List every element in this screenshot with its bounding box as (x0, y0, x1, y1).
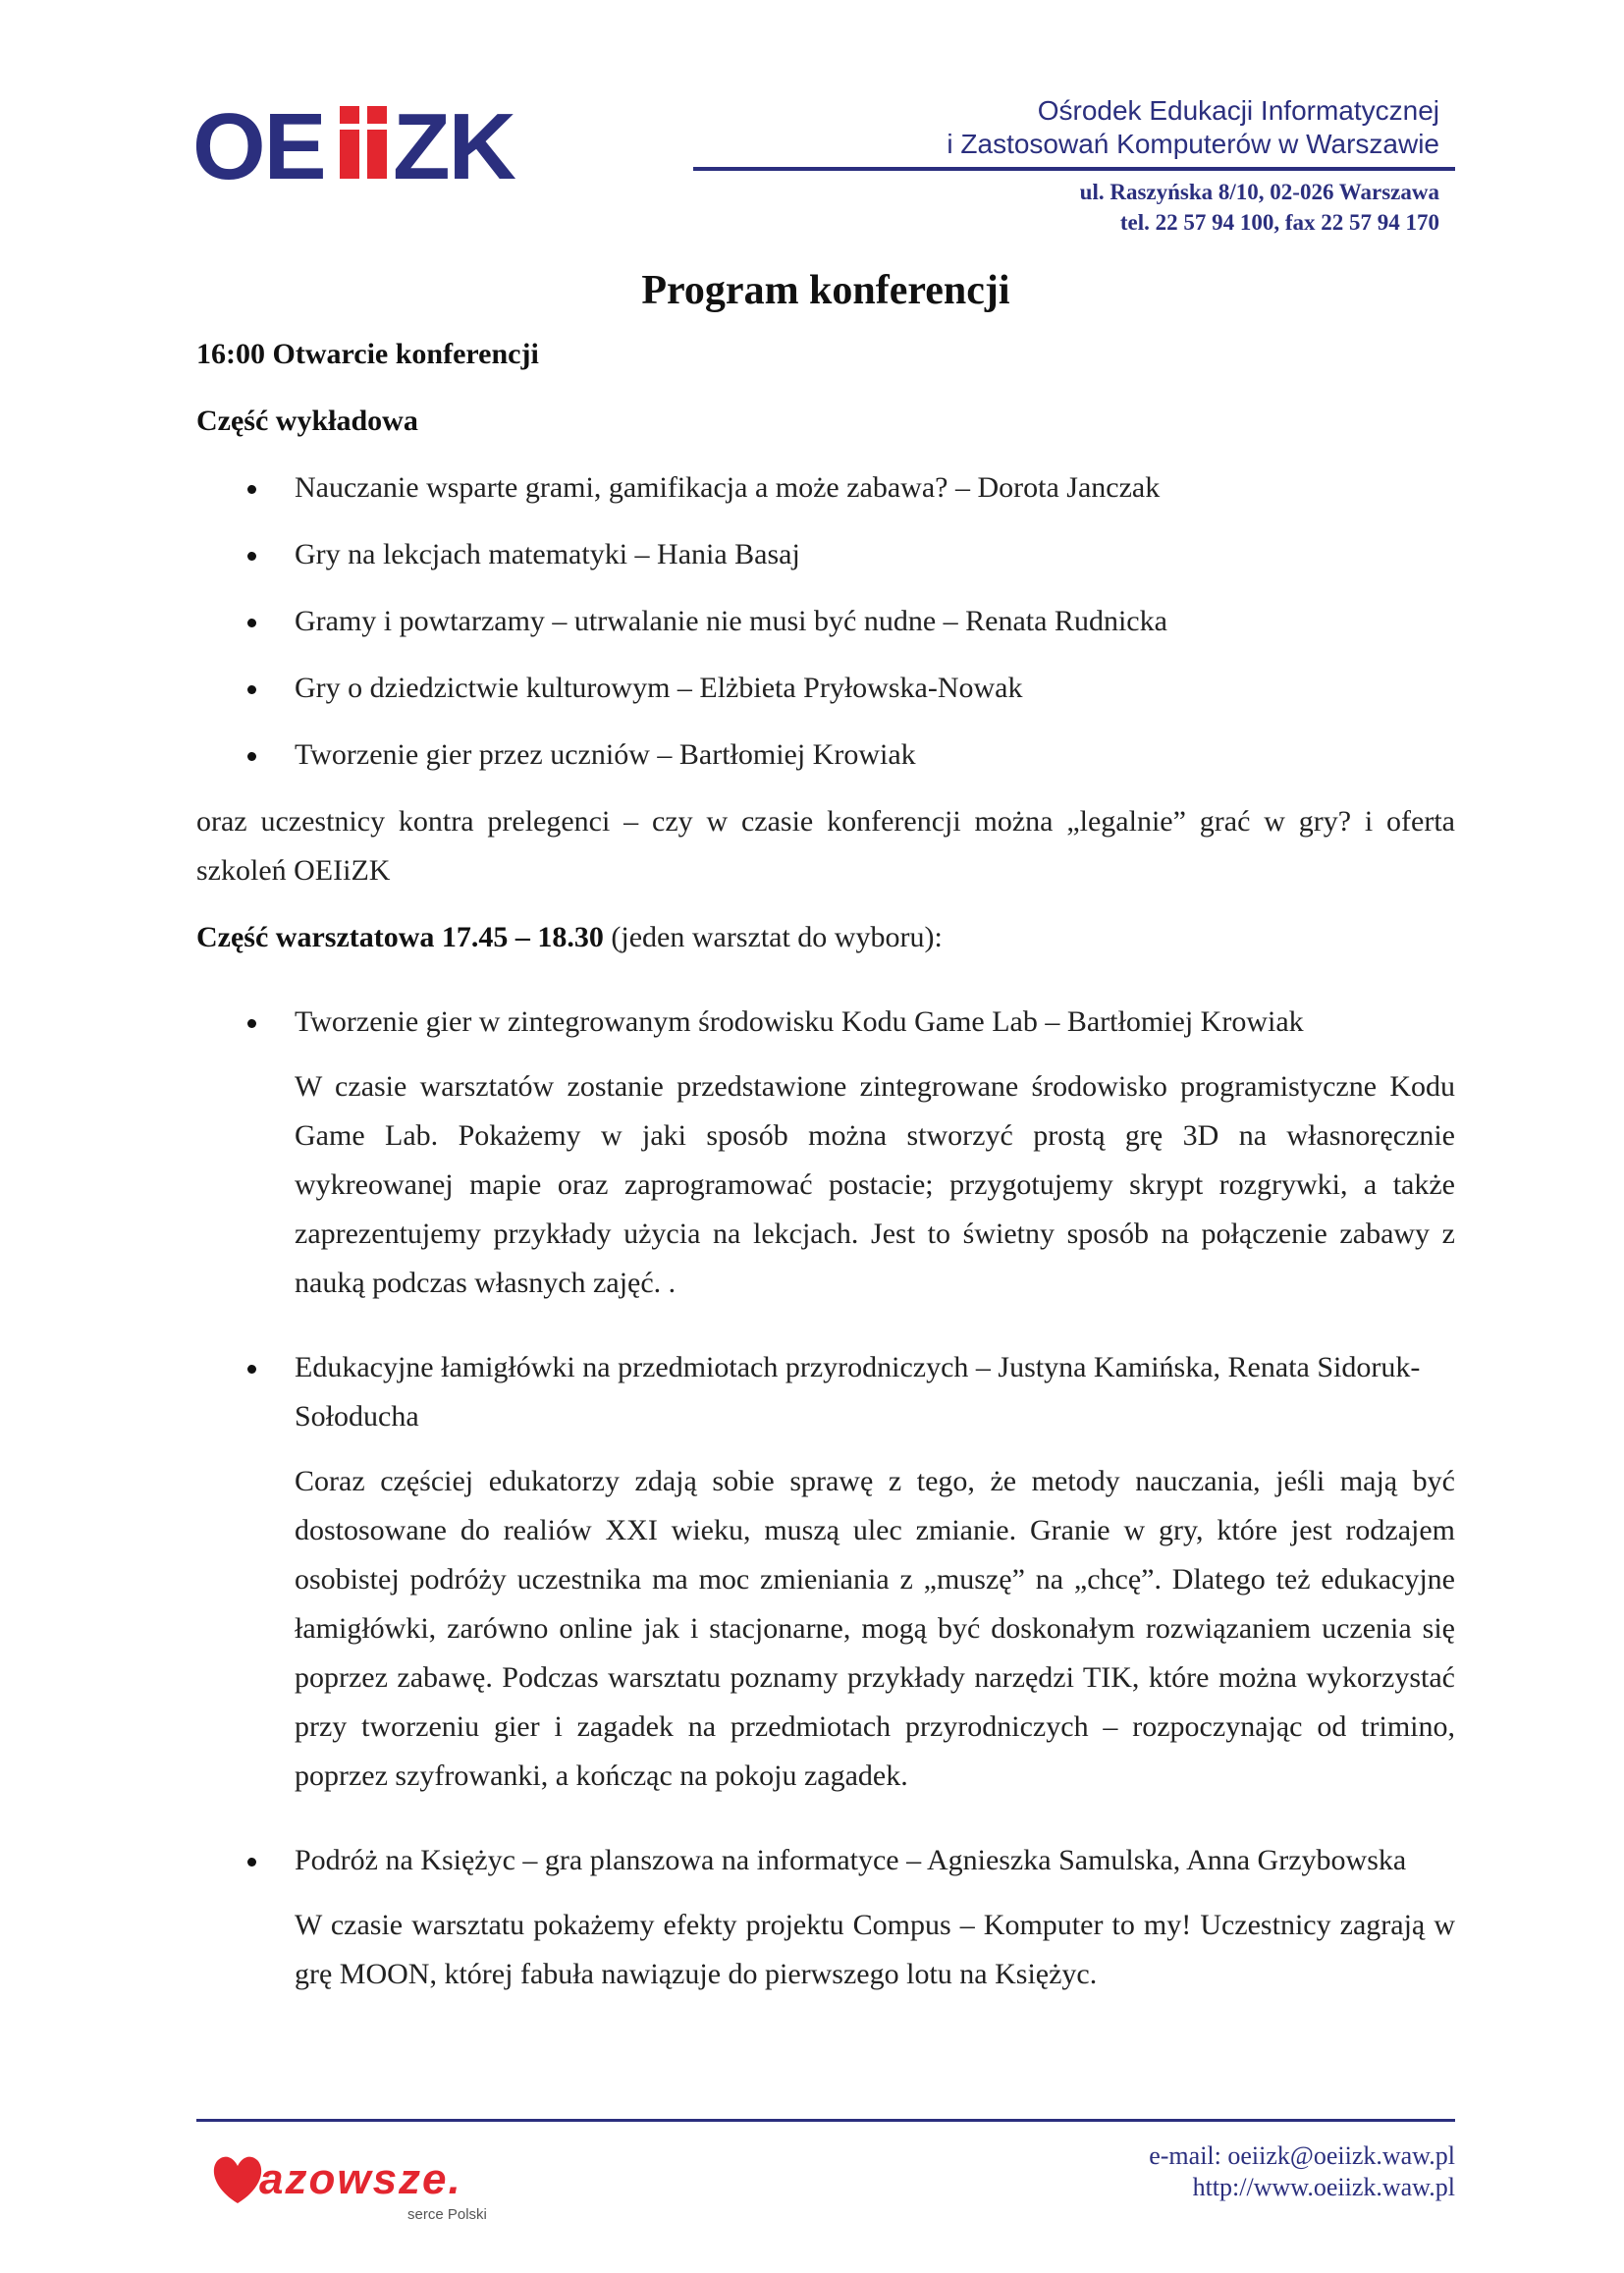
bullet-icon (247, 485, 256, 494)
footer-email[interactable]: e-mail: oeiizk@oeiizk.waw.pl (1149, 2141, 1455, 2170)
bullet-icon (247, 619, 256, 627)
footer-web[interactable]: http://www.oeiizk.waw.pl (1192, 2173, 1455, 2201)
list-item: Tworzenie gier przez uczniów – Bartłomiej Krowiak (196, 731, 1455, 780)
bullet-icon (247, 752, 256, 761)
page-title: Program konferencji (641, 268, 1010, 313)
org-phone: tel. 22 57 94 100, fax 22 57 94 170 (1119, 210, 1439, 235)
org-name-line2: i Zastosowań Komputerów w Warszawie (947, 129, 1439, 159)
workshop-title: Podróż na Księżyc – gra planszowa na informatyce – Agnieszka Samulska, Anna Grzybowska (196, 1836, 1455, 1885)
workshop-title: Tworzenie gier w zintegrowanym środowisku Kodu Game Lab – Bartłomiej Krowiak (196, 998, 1455, 1047)
bullet-icon (247, 1019, 256, 1028)
opening-line: 16:00 Otwarcie konferencji (196, 338, 539, 370)
oeiizk-logo (192, 98, 526, 189)
organization-name (947, 94, 1439, 161)
workshop-description: Coraz częściej edukatorzy zdają sobie sprawę z tego, że metody nauczania, jeśli mają być dostosowane do realiów XXI wieku, muszą ulec zmianie. Granie w gry, które jest rodzajem osobistej podróży uczestnika ma moc zmieniania z „muszę” na „chcę”. Dlatego też edukacyjne łamigłówki, zarówno online jak i stacjonarne, mogą być doskonałym rozwiązaniem uczenia się poprzez zabawę. Podczas warsztatu poznamy przykłady narzędzi TIK, które można wykorzystać przy tworzeniu gier i zagadek na przedmiotach przyrodniczych – rozpoczynając od trimino, poprzez szyfrowanki, a kończąc na pokoju zagadek. (295, 1465, 1455, 1792)
svg-text:OE: OE (192, 98, 325, 189)
list-item: Gry o dziedzictwie kulturowym – Elżbieta Pryłowska-Nowak (196, 664, 1455, 713)
bullet-icon (247, 685, 256, 694)
bullet-icon (247, 1858, 256, 1867)
main-content (196, 259, 1455, 1999)
org-name-line1: Ośrodek Edukacji Informatycznej (1037, 95, 1439, 126)
lectures-list (196, 463, 1455, 780)
footer-contact (1149, 2140, 1455, 2203)
list-item: Gramy i powtarzamy – utrwalanie nie musi być nudne – Renata Rudnicka (196, 597, 1455, 646)
lectures-heading: Część wykładowa (196, 405, 418, 437)
workshops-heading: Część warsztatowa 17.45 – 18.30 (jeden warsztat do wyboru): (196, 921, 943, 953)
org-address: ul. Raszyńska 8/10, 02-026 Warszawa (1079, 180, 1439, 204)
workshop-description: W czasie warsztatu pokażemy efekty projektu Compus – Komputer to my! Uczestnicy zagrają w grę MOON, której fabuła nawiązuje do pierwszego lotu na Księżyc. (295, 1909, 1455, 1990)
svg-text:azowsze.: azowsze. (259, 2155, 462, 2203)
bullet-icon (247, 1365, 256, 1374)
lectures-extra: oraz uczestnicy kontra prelegenci – czy w czasie konferencji można „legalnie” grać w gry? i oferta szkoleń OEIiZK (196, 805, 1455, 887)
list-item: Nauczanie wsparte grami, gamifikacja a może zabawa? – Dorota Janczak (196, 463, 1455, 513)
svg-text:ZK: ZK (393, 98, 514, 189)
mazowsze-tagline: serce Polski (407, 2206, 487, 2223)
workshop-title: Edukacyjne łamigłówki na przedmiotach przyrodniczych – Justyna Kamińska, Renata Sidoruk-Sołoducha (196, 1343, 1455, 1441)
workshop-description: W czasie warsztatów zostanie przedstawione zintegrowane środowisko programistyczne Kodu Game Lab. Pokażemy w jaki sposób można stworzyć prostą grę 3D na własnoręcznie wykreowanej mapie oraz zaprogramować postacie; przygotujemy skrypt rozgrywki, a także zaprezentujemy przykłady użycia na lekcjach. Jest to świetny sposób na połączenie zabawy z nauką podczas własnych zajęć. . (295, 1070, 1455, 1299)
list-item: Gry na lekcjach matematyki – Hania Basaj (196, 530, 1455, 579)
org-contact (1080, 177, 1439, 238)
header-divider (693, 167, 1455, 171)
bullet-icon (247, 552, 256, 561)
footer-divider (196, 2119, 1455, 2122)
mazowsze-logo (208, 2138, 522, 2223)
